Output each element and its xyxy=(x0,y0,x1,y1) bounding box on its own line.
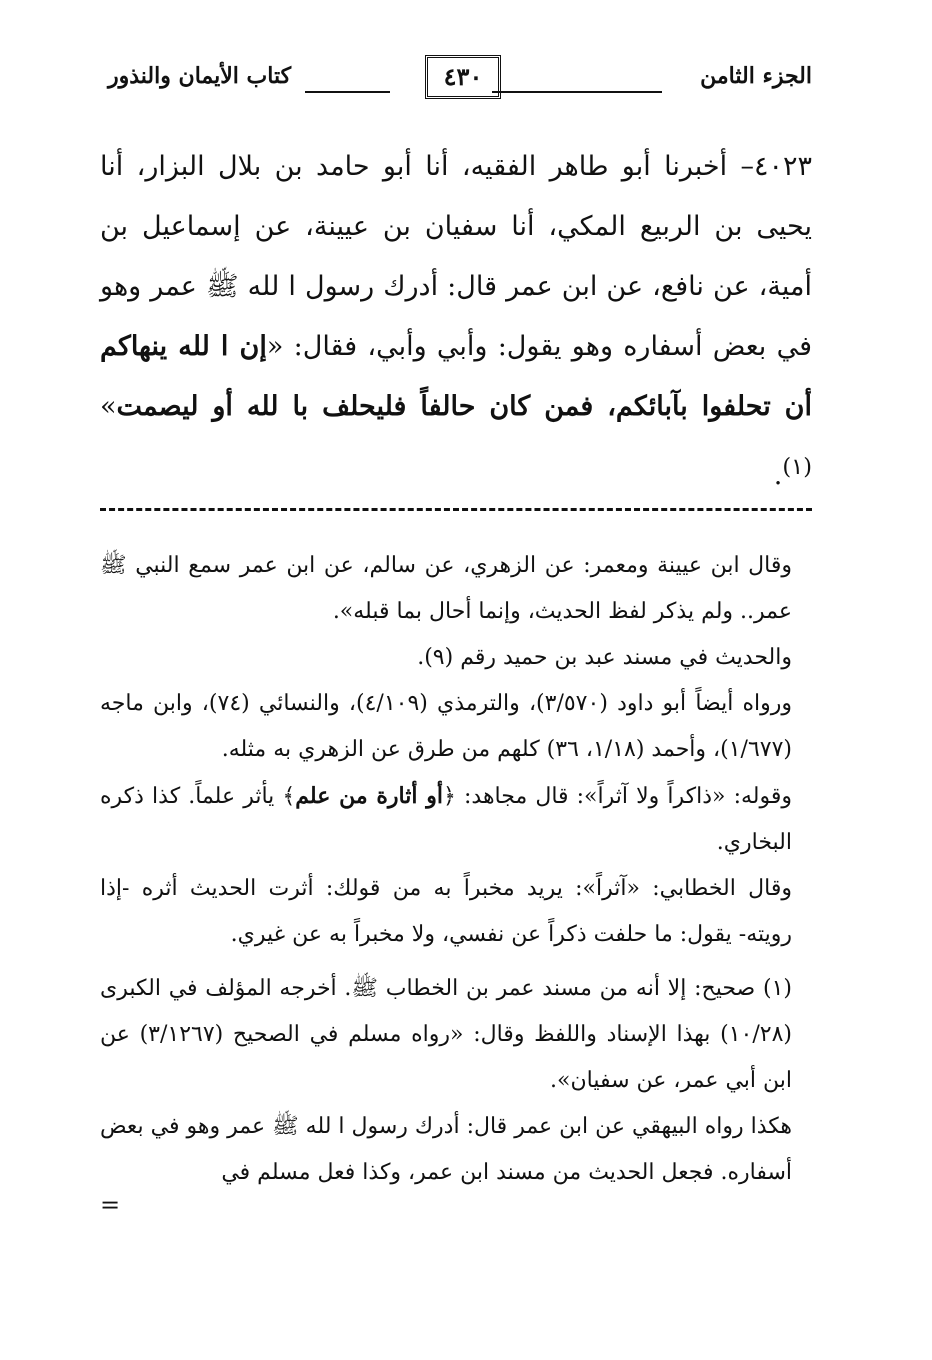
footnote-text-2: هكذا رواه البيهقي عن ابن عمر قال: أدرك رسول ا لله ﷺ عمر وهو في بعض أسفاره. فجعل الحديث من مسند ابن عمر، وكذا فعل مسلم في xyxy=(99,1114,792,1185)
separator-rule xyxy=(100,508,812,529)
note-1: وقال ابن عيينة ومعمر: عن الزهري، عن سالم، عن ابن عمر سمع النبي ﷺ عمر.. ولم يذكر لفظ الحديث، وإنما أحال بما قبله». xyxy=(100,553,792,624)
header-book-title: كتاب الأيمان والنذور xyxy=(108,63,292,89)
hadith-bold-text: إن ا لله ينهاكم أن تحلفوا بآبائكم، فمن كان حالفاً فليحلف با لله أو ليصمت xyxy=(100,331,812,422)
header-part: الجزء الثامن xyxy=(700,63,812,89)
page-number: ٤٣٠ xyxy=(425,55,501,99)
hadith-number: ٤٠٢٣ xyxy=(753,151,812,182)
hadith-text xyxy=(100,137,812,506)
footnote-text xyxy=(100,966,792,1104)
note-quote-after: ﴾ يأثر علماً. كذا ذكره البخاري. xyxy=(100,784,792,855)
commentary xyxy=(99,543,812,1219)
note-quote-bold: أو أثارة من علم xyxy=(295,783,443,809)
header-rule-right xyxy=(492,91,662,93)
hadith-paragraph xyxy=(100,137,812,506)
continuation-mark: = xyxy=(100,1191,121,1219)
footnote xyxy=(100,966,792,1196)
note-quote xyxy=(100,773,792,866)
page xyxy=(99,55,812,1219)
note-2: والحديث في مسند عبد بن حميد رقم (٩). xyxy=(417,645,792,670)
note-3: ورواه أيضاً أبو داود (٣/٥٧٠)، والترمذي (٤/١٠٩)، والنسائي (٧٤)، وابن ماجه (١/٦٧٧)، وأحمد (١/١٨، ٣٦) كلهم من طرق عن الزهري به مثله. xyxy=(100,691,792,762)
footnote-ref[interactable]: (١) xyxy=(782,454,812,480)
footnote-body: صحيح: إلا أنه من مسند عمر بن الخطاب ﷺ. أخرجه المؤلف في الكبرى (١٠/٢٨) بهذا الإسناد واللفظ وقال: «رواه مسلم في الصحيح (٣/١٢٦٧) عن ابن أبي عمر، عن سفيان». xyxy=(100,976,792,1093)
note-khattabi: وقال الخطابي: «آثراً»: يريد مخبراً به من قولك: أثرت الحديث أثره -إذا رويته- يقول: ما حلفت ذكراً عن نفسي، ولا مخبراً به عن غيري. xyxy=(100,876,792,947)
header-rule-left xyxy=(305,91,390,93)
hadith-close: » xyxy=(100,391,117,422)
footnote-marker: (١) xyxy=(762,976,792,1001)
hadith-end: . xyxy=(773,460,783,491)
note-quote-before: وقوله: «ذاكراً ولا آثراً»: قال مجاهد: ﴿ xyxy=(443,784,792,809)
running-header xyxy=(100,55,812,103)
hadith-body: – أخبرنا أبو طاهر الفقيه، أنا أبو حامد بن بلال البزار، أنا يحيى بن الربيع المكي، أنا سفيان بن عيينة، عن إسماعيل بن أمية، عن نافع، عن ابن عمر قال: أدرك رسول ا لله ﷺ عمر وهو في بعض أسفاره وهو يقول: وأبي وأبي، فقال: « xyxy=(100,151,812,362)
